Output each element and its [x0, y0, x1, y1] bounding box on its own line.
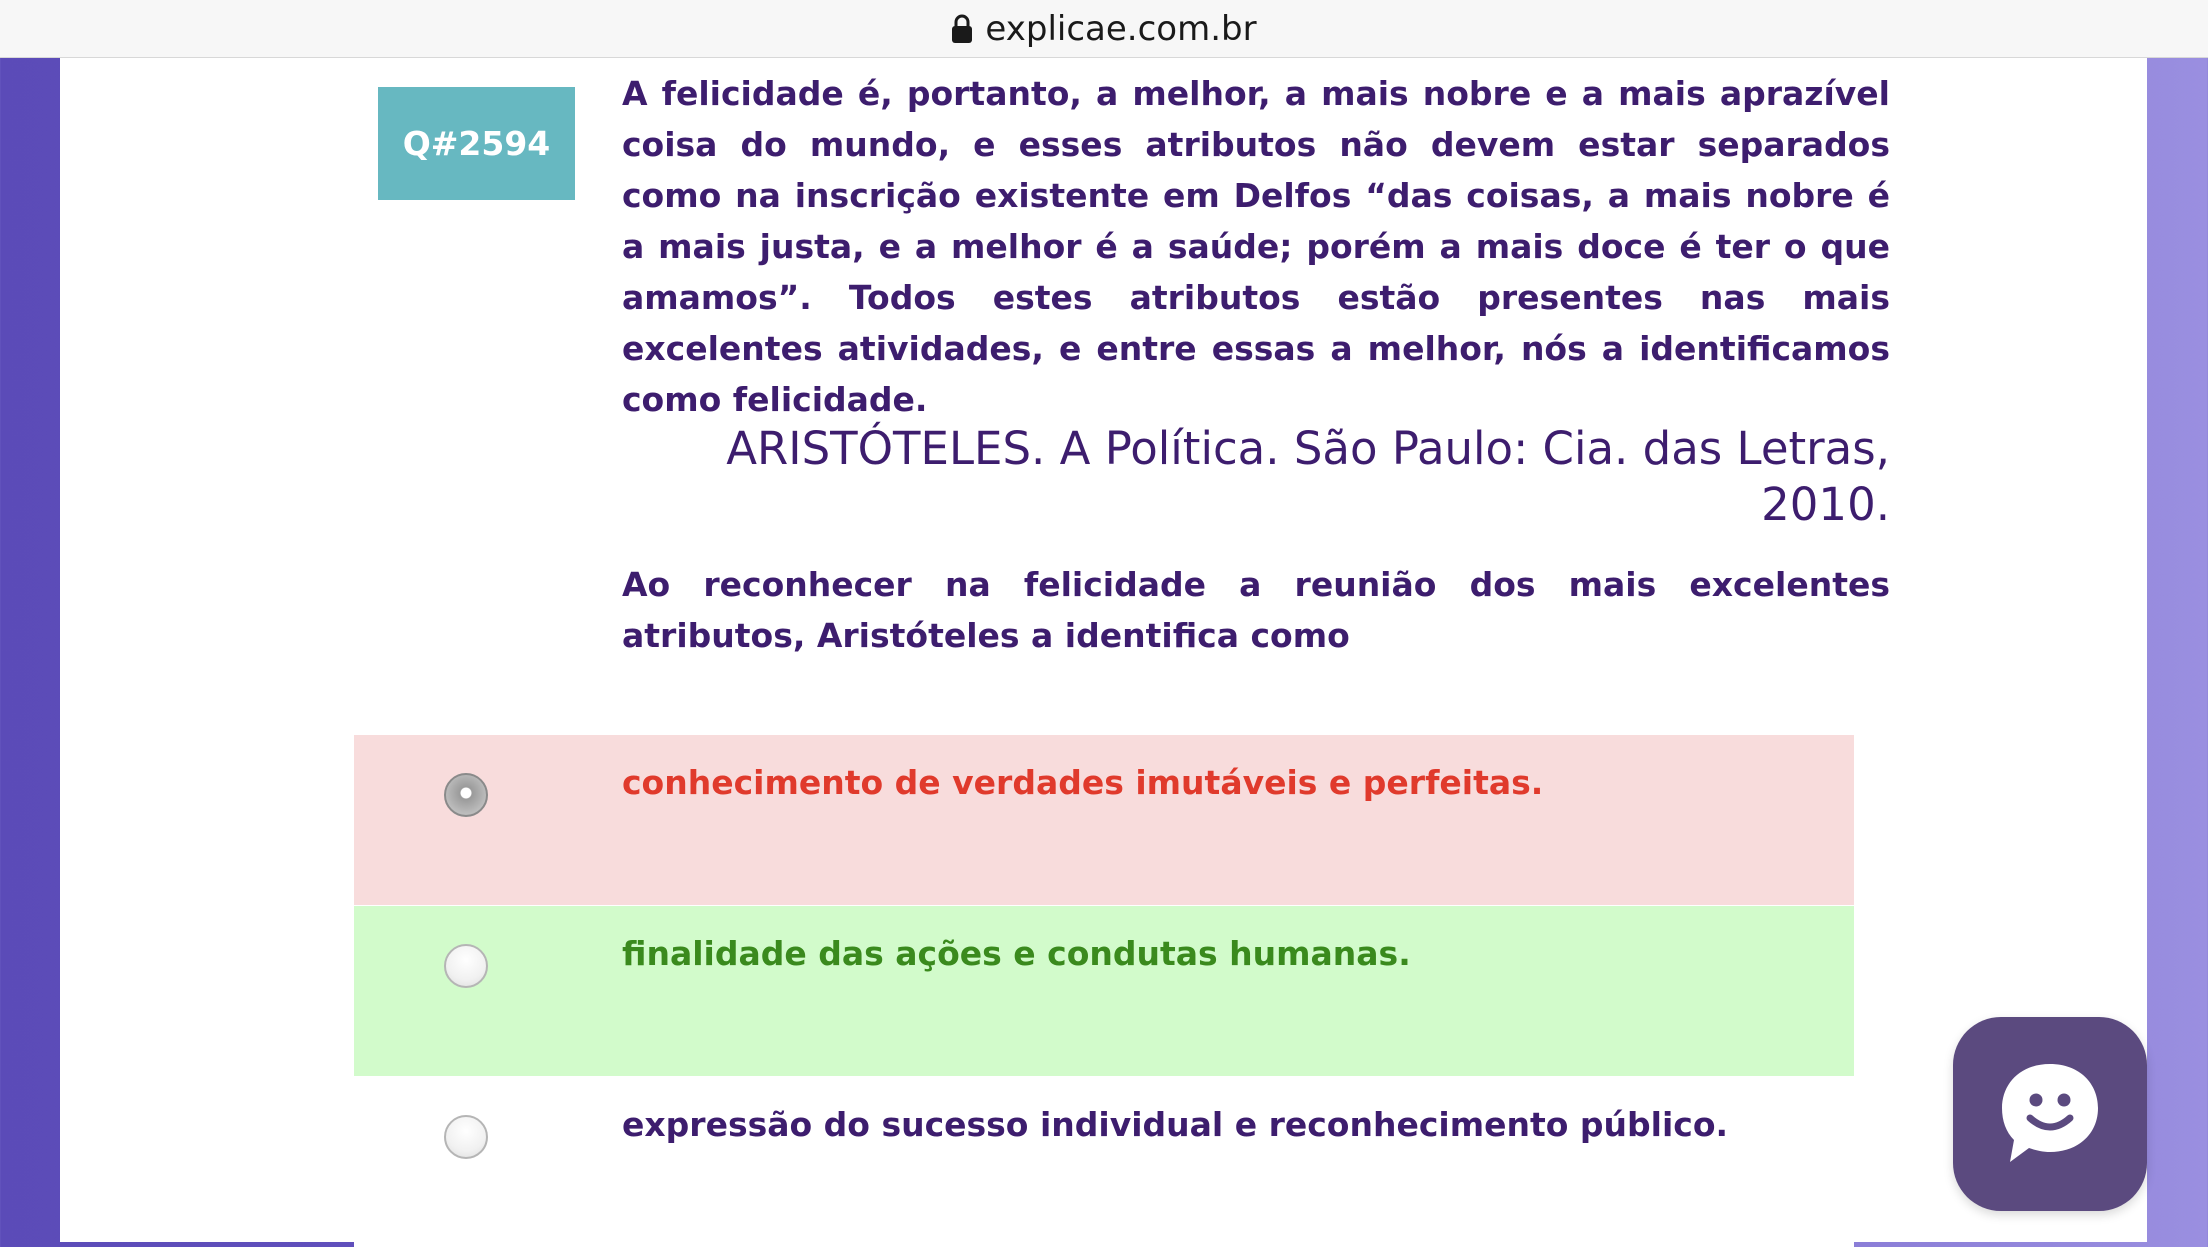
question-page [60, 58, 2147, 1242]
answer-option-text: finalidade das ações e condutas humanas. [622, 934, 1411, 973]
answer-option-a[interactable] [354, 735, 1854, 905]
question-id-badge: Q#2594 [378, 87, 575, 200]
url-text: explicae.com.br [985, 8, 1257, 49]
answer-option-text: conhecimento de verdades imutáveis e perfeitas. [622, 763, 1544, 802]
lock-icon [951, 14, 973, 44]
question-prompt: Ao reconhecer na felicidade a reunião dos mais excelentes atributos, Aristóteles a identifica como [622, 565, 1890, 655]
chat-smile-icon [1980, 1042, 2120, 1186]
answer-option-c[interactable] [354, 1077, 1854, 1247]
answer-option-text: expressão do sucesso individual e reconhecimento público. [622, 1105, 1729, 1144]
chat-button[interactable] [1953, 1017, 2147, 1211]
answer-option-b[interactable] [354, 906, 1854, 1076]
question-citation: ARISTÓTELES. A Política. São Paulo: Cia. das Letras, 2010. [726, 422, 1890, 531]
radio-button[interactable] [444, 1115, 488, 1159]
question-passage: A felicidade é, portanto, a melhor, a mais nobre e a mais aprazível coisa do mundo, e esses atributos não devem estar separados como na inscrição existente em Delfos “das coisas, a mais nobre é a mais justa, e a melhor é a saúde; porém a mais doce é ter o que amamos”. Todos estes atributos estão presentes nas mais excelentes atividades, e entre essas a melhor, nós a identificamos como felicidade. [622, 74, 1890, 419]
radio-button-selected[interactable] [444, 773, 488, 817]
browser-address-bar[interactable] [0, 0, 2208, 58]
radio-button[interactable] [444, 944, 488, 988]
